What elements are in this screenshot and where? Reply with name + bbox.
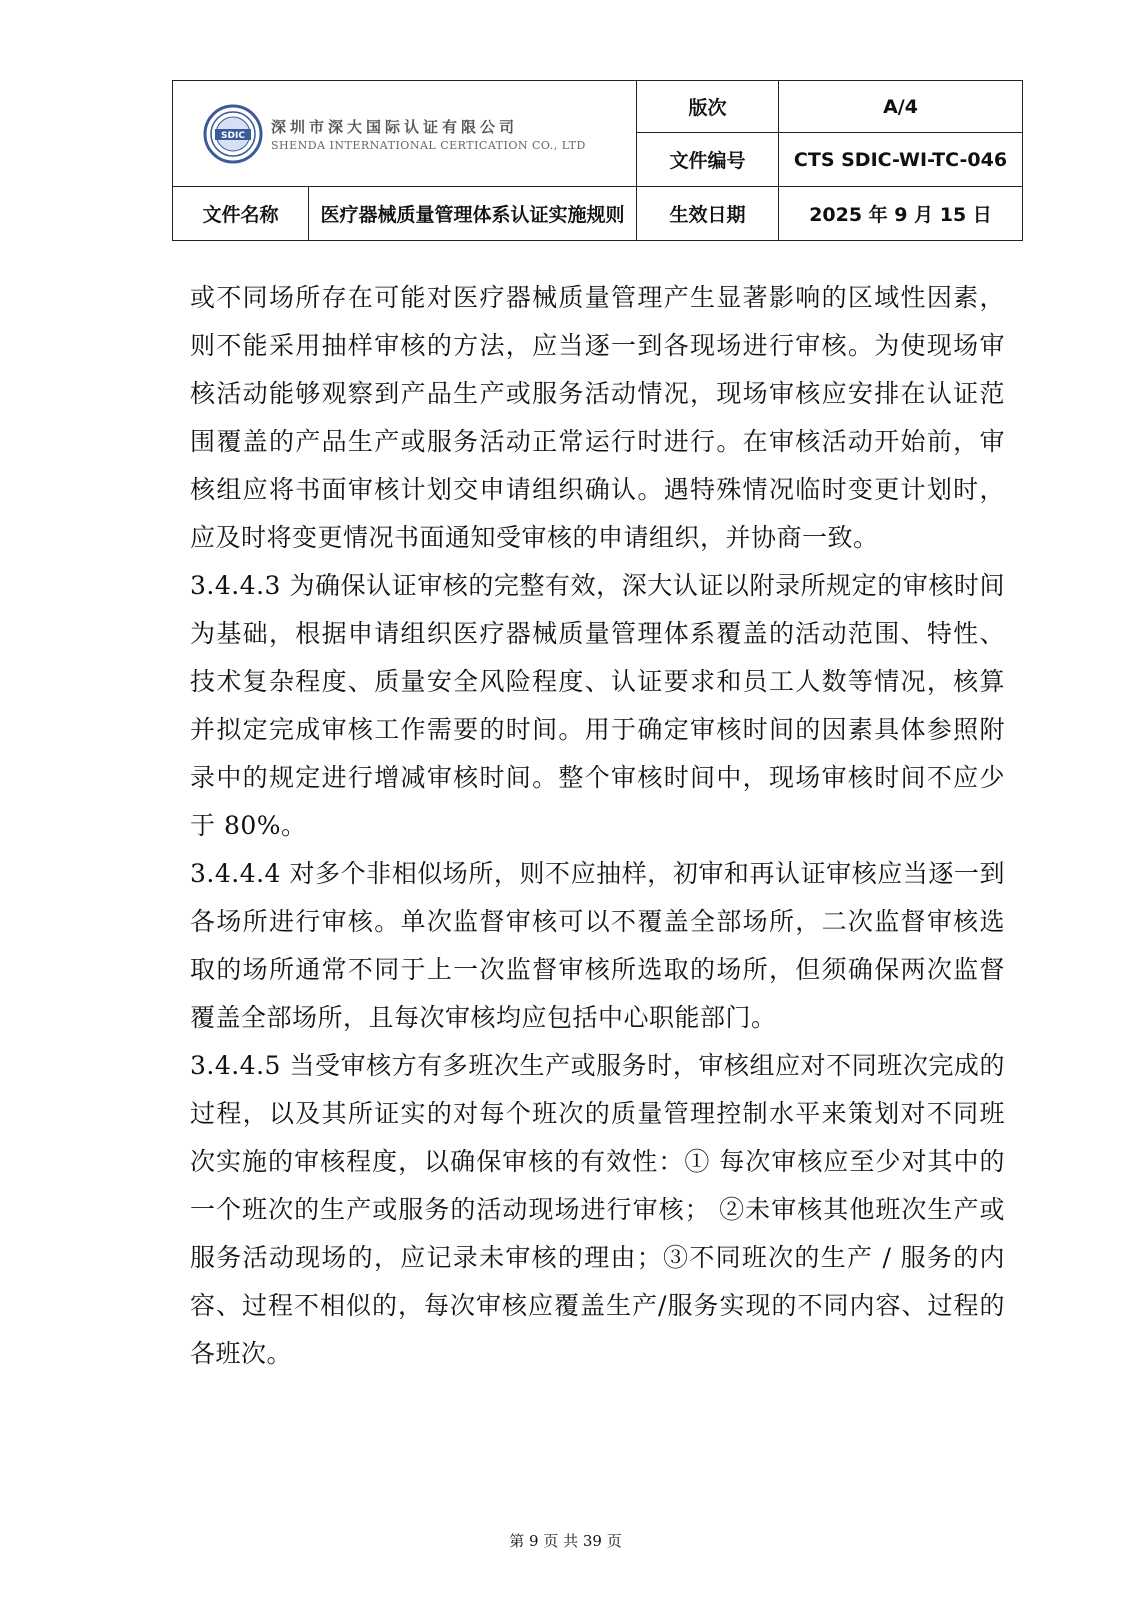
company-logo-cell [173,81,637,187]
paragraph-3-4-4-4: 3.4.4.4 对多个非相似场所，则不应抽样，初审和再认证审核应当逐一到各场所进行审核。单次监督审核可以不覆盖全部场所，二次监督审核选取的场所通常不同于上一次监督审核所选取的场所，但须确保两次监督覆盖全部场所，且每次审核均应包括中心职能部门。 [190,859,1005,1032]
effective-date-label: 生效日期 [637,187,779,241]
company-name-en: SHENDA INTERNATIONAL CERTICATION CO., LTD [271,138,586,152]
effective-date-value: 2025 年 9 月 15 日 [779,187,1023,241]
doc-no-label: 文件编号 [637,133,779,187]
company-seal-icon [203,104,263,164]
page-number-footer: 第 9 页 共 39 页 [509,1532,622,1550]
version-value: A/4 [779,81,1023,133]
paragraph-3-4-4-3: 3.4.4.3 为确保认证审核的完整有效，深大认证以附录所规定的审核时间为基础，根据申请组织医疗器械质量管理体系覆盖的活动范围、特性、技术复杂程度、质量安全风险程度、认证要求和员工人数等情况，核算并拟定完成审核工作需要的时间。用于确定审核时间的因素具体参照附录中的规定进行增减审核时间。整个审核时间中，现场审核时间不应少于 80%。 [190,571,1005,840]
company-name-cn: 深圳市深大国际认证有限公司 [271,117,519,136]
paragraph-continuation: 或不同场所存在可能对医疗器械质量管理产生显著影响的区域性因素，则不能采用抽样审核的方法，应当逐一到各现场进行审核。为使现场审核活动能够观察到产品生产或服务活动情况，现场审核应安排在认证范围覆盖的产品生产或服务活动正常运行时进行。在审核活动开始前，审核组应将书面审核计划交申请组织确认。遇特殊情况临时变更计划时，应及时将变更情况书面通知受审核的申请组织，并协商一致。 [190,283,1005,552]
document-body [190,274,1005,1378]
doc-name-label: 文件名称 [173,187,309,241]
doc-no-value: CTS SDIC-WI-TC-046 [779,133,1023,187]
document-header-table [172,80,1023,241]
svg-text:SDIC: SDIC [221,130,245,141]
version-label: 版次 [637,81,779,133]
doc-name-value: 医疗器械质量管理体系认证实施规则 [309,187,637,241]
paragraph-3-4-4-5: 3.4.4.5 当受审核方有多班次生产或服务时，审核组应对不同班次完成的过程，以及其所证实的对每个班次的质量管理控制水平来策划对不同班次实施的审核程度，以确保审核的有效性：① 每次审核应至少对其中的一个班次的生产或服务的活动现场进行审核； ②未审核其他班次生产或服务活动现场的，应记录未审核的理由；③不同班次的生产 / 服务的内容、过程不相似的，每次审核应覆盖生产/服务实现的不同内容、过程的各班次。 [190,1051,1005,1368]
